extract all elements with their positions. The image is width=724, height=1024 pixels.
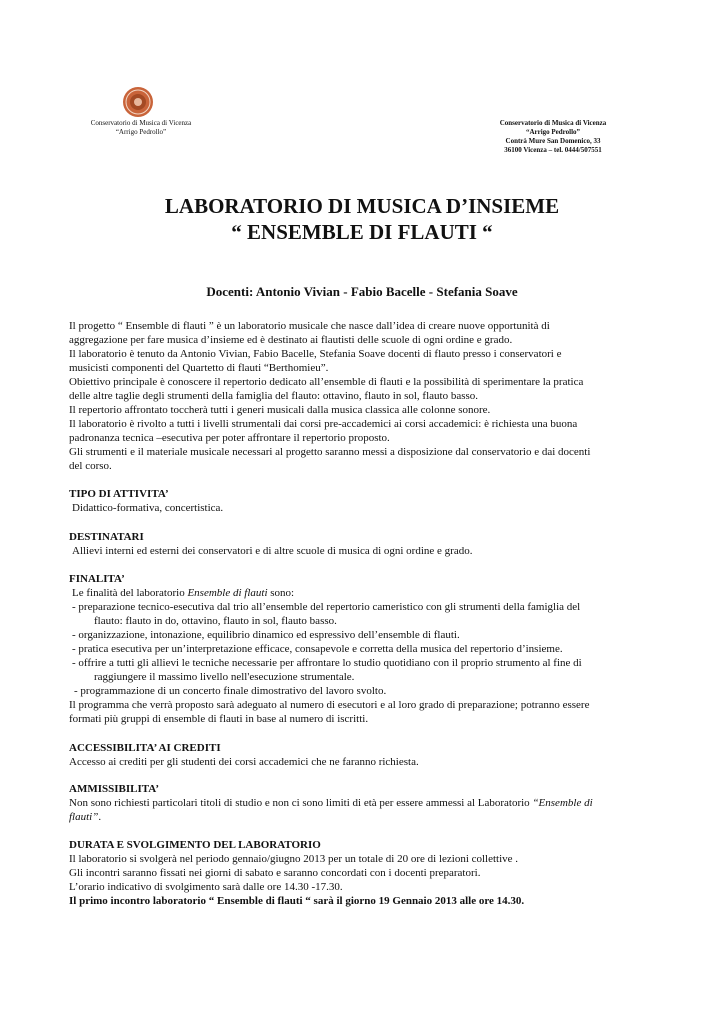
header-right-address xyxy=(478,119,628,155)
finalita-after: formati più gruppi di ensemble di flauti in base al numero di iscritti. xyxy=(69,713,369,725)
conservatorio-seal-icon xyxy=(122,86,154,118)
header-right-line: Contrà Mure San Domenico, 33 xyxy=(505,137,601,145)
finalita-item-cont: raggiungere il massimo livello nell'esecuzione strumentale. xyxy=(94,671,355,683)
header-left-address xyxy=(76,119,206,137)
intro-line: Il laboratorio è rivolto a tutti i livelli strumentali dai corsi pre-accademici ai corsi accademici: è richiesta una buona xyxy=(69,418,578,430)
destinatari-heading: DESTINATARI xyxy=(69,531,144,543)
ammissibilita-text xyxy=(69,796,669,810)
header-right-line: Conservatorio di Musica di Vicenza xyxy=(499,119,607,127)
durata-section xyxy=(69,838,669,908)
tipo-heading: TIPO DI ATTIVITA’ xyxy=(69,488,169,500)
intro-line: del corso. xyxy=(69,460,112,472)
ammissibilita-heading: AMMISSIBILITA’ xyxy=(69,783,160,795)
destinatari-text: Allievi interni ed esterni dei conservatori e di altre scuole di musica di ogni ordine e grado. xyxy=(72,545,473,557)
ammissibilita-emphasis: “Ensemble di xyxy=(532,797,593,809)
finalita-item: - offrire a tutti gli allievi le tecniche necessarie per affrontare lo studio quotidiano con il proprio strumento al fine di xyxy=(72,657,582,669)
docenti-line: Docenti: Antonio Vivian - Fabio Bacelle - Stefania Soave xyxy=(206,284,518,299)
intro-line: delle altre taglie degli strumenti della famiglia del flauto: ottavino, flauto in sol, flauto basso. xyxy=(69,390,479,402)
accessibilita-heading: ACCESSIBILITA’ AI CREDITI xyxy=(69,742,221,754)
durata-heading: DURATA E SVOLGIMENTO DEL LABORATORIO xyxy=(69,839,321,851)
intro-line: aggregazione per fare musica d’insieme ed è destinato ai flautisti delle scuole di ogni ordine e grado. xyxy=(69,334,513,346)
ammissibilita-text-cont xyxy=(69,810,669,824)
document-title: LABORATORIO DI MUSICA D’INSIEME xyxy=(164,194,560,218)
finalita-item: - pratica esecutiva per un’interpretazione efficace, consapevole e corretta della musica del repertorio d’insieme. xyxy=(72,643,563,655)
finalita-lead-emphasis: Ensemble di flauti xyxy=(187,587,268,599)
intro-line: Obiettivo principale è conoscere il repertorio dedicato all’ensemble di flauti e la possibilità di sperimentare la pratica xyxy=(69,376,584,388)
intro-line: padronanza tecnica –esecutiva per poter affrontare il repertorio proposto. xyxy=(69,432,390,444)
intro-line: Il laboratorio è tenuto da Antonio Vivian, Fabio Bacelle, Stefania Soave docenti di flauto presso i conservatori e xyxy=(69,348,562,360)
finalita-lead xyxy=(69,586,669,600)
finalita-item: - programmazione di un concerto finale dimostrativo del lavoro svolto. xyxy=(74,685,387,697)
intro-line: Il repertorio affrontato toccherà tutti i generi musicali dalla musica classica alle colonne sonore. xyxy=(69,404,491,416)
ammissibilita-emphasis: flauti” xyxy=(69,811,99,823)
durata-first-meeting: Il primo incontro laboratorio “ Ensemble di flauti “ sarà il giorno 19 Gennaio 2013 alle ore 14.30. xyxy=(69,895,525,907)
finalita-lead-end: sono: xyxy=(267,587,295,599)
ammissibilita-section xyxy=(69,782,669,824)
finalita-item: - organizzazione, intonazione, equilibrio dinamico ed espressivo dell’ensemble di flauti. xyxy=(72,629,460,641)
document-subtitle: “ ENSEMBLE DI FLAUTI “ xyxy=(231,220,493,244)
accessibilita-text: Accesso ai crediti per gli studenti dei corsi accademici che ne faranno richiesta. xyxy=(69,756,419,768)
intro-line: Gli strumenti e il materiale musicale necessari al progetto saranno messi a disposizione dal conservatorio e dai docenti xyxy=(69,446,591,458)
tipo-section xyxy=(69,487,669,515)
header-left-line: “Arrigo Pedrollo” xyxy=(115,128,167,136)
finalita-heading: FINALITA’ xyxy=(69,573,125,585)
ammissibilita-text-main: Non sono richiesti particolari titoli di studio e non ci sono limiti di età per essere ammessi al Laboratorio xyxy=(69,797,533,809)
finalita-item: - preparazione tecnico-esecutiva dal trio all’ensemble del repertorio cameristico con gli strumenti della famiglia del xyxy=(72,601,581,613)
finalita-section xyxy=(69,572,669,726)
destinatari-section xyxy=(69,530,669,558)
finalita-lead-text: Le finalità del laboratorio xyxy=(72,587,188,599)
intro-section xyxy=(69,319,669,473)
intro-line: Il progetto “ Ensemble di flauti ” è un laboratorio musicale che nasce dall’idea di creare nuove opportunità di xyxy=(69,320,550,332)
header-right-line: “Arrigo Pedrollo” xyxy=(525,128,581,136)
finalita-item-cont: flauto: flauto in do, ottavino, flauto in sol, flauto basso. xyxy=(94,615,337,627)
accessibilita-section xyxy=(69,741,669,769)
finalita-after: Il programma che verrà proposto sarà adeguato al numero di esecutori e al loro grado di preparazione; potranno essere xyxy=(69,699,590,711)
header-left-line: Conservatorio di Musica di Vicenza xyxy=(90,119,192,127)
durata-line: L’orario indicativo di svolgimento sarà dalle ore 14.30 -17.30. xyxy=(69,881,343,893)
durata-line: Gli incontri saranno fissati nei giorni di sabato e saranno concordati con i docenti preparatori. xyxy=(69,867,481,879)
intro-line: musicisti componenti del Quartetto di flauti “Berthomieu”. xyxy=(69,362,329,374)
header-right-line: 36100 Vicenza – tel. 0444/507551 xyxy=(504,146,602,154)
durata-line: Il laboratorio si svolgerà nel periodo gennaio/giugno 2013 per un totale di 20 ore di lezioni collettive . xyxy=(69,853,519,865)
ammissibilita-text-end: . xyxy=(98,811,102,823)
tipo-text: Didattico-formativa, concertistica. xyxy=(72,502,224,514)
